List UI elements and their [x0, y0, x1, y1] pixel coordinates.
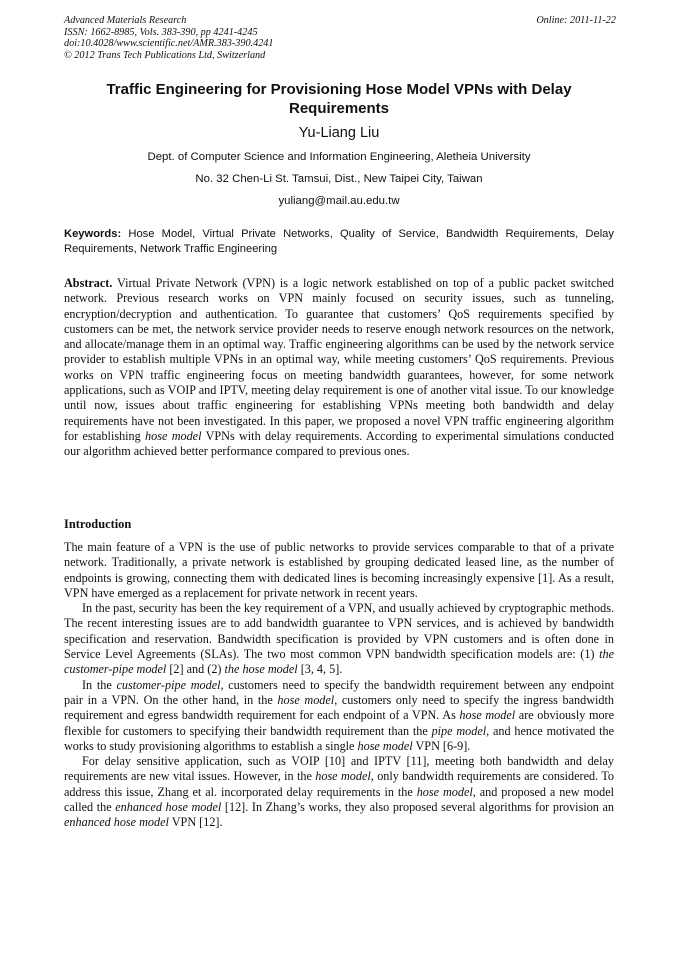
text-run: , only bandwidth requirements are considered. To address this issue, Zhang et al. incorporated delay requirements in the	[64, 769, 615, 799]
keywords-text: Hose Model, Virtual Private Networks, Quality of Service, Bandwidth Requirements, Delay Requirements, Network Traffic Engineering	[64, 228, 614, 255]
text-run: [12]. In Zhang’s works, they also proposed several algorithms for provision an	[221, 800, 615, 815]
journal-name: Advanced Materials Research	[64, 15, 187, 26]
abstract-emphasis: hose model	[145, 428, 202, 443]
keywords	[64, 227, 614, 257]
abstract	[64, 276, 614, 460]
online-date: Online: 2011-11-22	[536, 15, 616, 26]
author-name: Yu-Liang Liu	[298, 125, 380, 141]
emphasis: customer-pipe model	[116, 677, 221, 692]
emphasis: hose model	[277, 692, 335, 707]
text-run: , customers only need to specify the ingress bandwidth requirement and egress bandwidth requirement for each endpoint of a VPN. As	[64, 692, 615, 723]
keywords-label: Keywords:	[64, 228, 122, 240]
text-run: In the	[82, 677, 117, 692]
affiliation-dept: Dept. of Computer Science and Information Engineering, Aletheia University	[147, 151, 531, 163]
emphasis: pipe model	[431, 723, 487, 738]
journal-header	[64, 15, 616, 61]
emphasis: hose model	[416, 784, 473, 799]
abstract-text-end: VPNs with delay requirements. According to experimental simulations conducted our algorithm achieved better performance compared to previous ones.	[64, 428, 615, 459]
emphasis: the customer-pipe model	[64, 647, 614, 677]
section-heading-introduction: Introduction	[64, 517, 132, 531]
emphasis: hose model	[357, 738, 413, 753]
emphasis: enhanced hose model	[64, 815, 169, 830]
copyright-line: © 2012 Trans Tech Publications Ltd, Switzerland	[64, 49, 266, 61]
text-run: VPN [6-9].	[412, 738, 471, 753]
text-run: [3, 4, 5].	[297, 662, 343, 677]
intro-paragraph-3	[64, 678, 614, 754]
emphasis: hose model	[315, 769, 371, 784]
text-run: For delay sensitive application, such as VOIP [10] and IPTV [11], meeting both bandwidth and delay requirements are new vital issues. However, in the	[64, 754, 614, 784]
text-run: , customers need to specify the bandwidth requirement between any endpoint pair in a VPN. On the other hand, in the	[64, 677, 614, 707]
intro-paragraph-4	[64, 754, 614, 830]
author-email: yuliang@mail.au.edu.tw	[278, 195, 400, 207]
intro-paragraph-2	[64, 601, 614, 677]
text-run: are obviously more flexible for customers to specifying their bandwidth requirement than the	[64, 708, 615, 738]
emphasis: hose model	[459, 708, 516, 723]
text-run: [2] and (2)	[166, 662, 225, 677]
intro-paragraph-1: The main feature of a VPN is the use of public networks to provide services comparable to that of a private network. Traditionally, a private network is established by grouping dedicated leased line, as the number of endpoints is growing, connecting them with dedicated lines is becoming increasingly expensive [1]. As a result, VPN have emerged as a replacement for private network in recent years.	[64, 540, 614, 600]
doi-line: doi:10.4028/www.scientific.net/AMR.383-390.4241	[64, 38, 274, 50]
text-run: VPN [12].	[168, 815, 223, 830]
introduction-body	[64, 540, 614, 831]
abstract-label: Abstract.	[64, 276, 113, 290]
emphasis: the hose model	[224, 662, 298, 677]
text-run: , and proposed a new model called the	[64, 784, 614, 815]
paper-title: Traffic Engineering for Provisioning Hose Model VPNs with Delay Requirements	[106, 81, 572, 117]
affiliation-address: No. 32 Chen-Li St. Tamsui, Dist., New Taipei City, Taiwan	[195, 173, 483, 185]
abstract-text: Virtual Private Network (VPN) is a logic network established on top of a public packet switched network. Previous research works on VPN mainly focused on security issues, such as tunneling, encryption/decryption and authentication. To guarantee that customers’ QoS requirements specified by customers can be met, the network service provider needs to reserve enough network resources on the network, and allocate/manage them in an optimal way. Traffic engineering algorithms can be used by the network service provider to establish multiple VPNs in an optimal way, while meeting customers’ QoS requirements. Previous works on VPN traffic engineering focus on meeting bandwidth guarantees, however, for some network applications, such as VOIP and IPTV, meeting delay requirement is one of another vital issue. To our knowledge until now, issues about traffic engineering for establishing VPNs meeting both bandwidth and delay requirements have not been investigated. In this paper, we proposed a novel VPN traffic engineering algorithm for establishing	[64, 276, 614, 443]
issn-line: ISSN: 1662-8985, Vols. 383-390, pp 4241-4245	[64, 26, 258, 38]
text-run: In the past, security has been the key requirement of a VPN, and usually achieved by cryptographic methods. The recent interesting issues are to add bandwidth guarantee to VPN services, and is achieved by bandwidth specification and reservation. Bandwidth specification is provided by VPN customers and is often done in Service Level Agreements (SLAs). The two most common VPN bandwidth specification models are: (1)	[64, 601, 614, 662]
emphasis: enhanced hose model	[115, 800, 222, 815]
text-run: , and hence motivated the works to study provisioning algorithms to establish a single	[64, 723, 614, 753]
